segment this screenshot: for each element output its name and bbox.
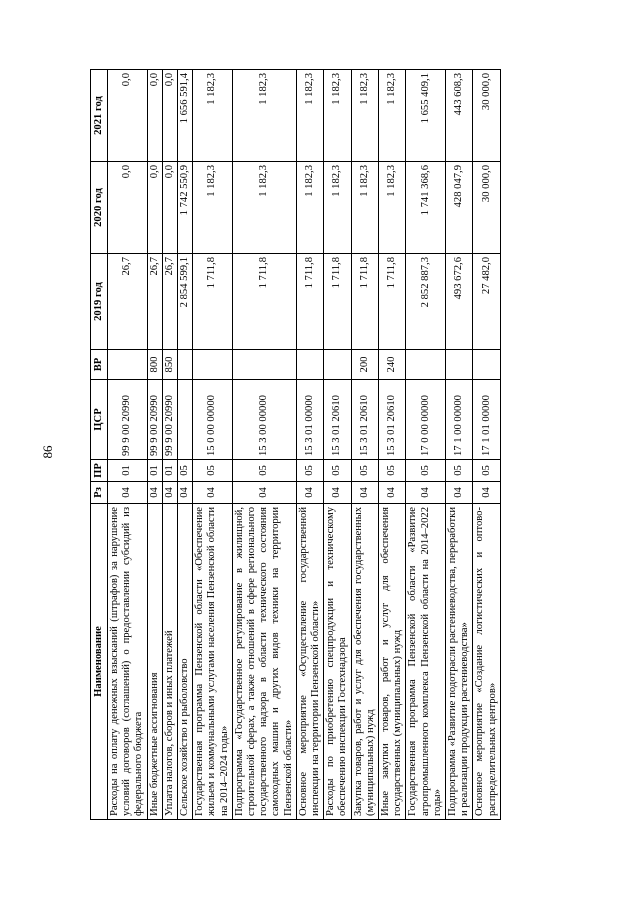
table-header-row	[91, 70, 108, 820]
row-pr: 05	[351, 460, 378, 482]
table-row	[324, 70, 351, 820]
row-name: Закупка товаров, работ и услуг для обеспечения государственных (муниципальных) нужд	[351, 504, 378, 820]
row-pr: 05	[406, 460, 446, 482]
row-vr	[193, 350, 233, 380]
row-pr: 05	[193, 460, 233, 482]
row-2019: 1 711,8	[324, 254, 351, 350]
row-name: Сельское хозяйство и рыболовство	[178, 504, 193, 820]
row-csr	[178, 380, 193, 460]
table-row	[232, 70, 296, 820]
row-2019: 1 711,8	[351, 254, 378, 350]
rotated-table-container	[90, 70, 535, 820]
table-row	[147, 70, 162, 820]
row-name: Уплата налогов, сборов и иных платежей	[162, 504, 177, 820]
row-csr: 15 3 01 20610	[324, 380, 351, 460]
row-csr: 99 9 00 20990	[108, 380, 148, 460]
row-2019: 27 482,0	[473, 254, 500, 350]
header-name: Наименование	[91, 504, 108, 820]
row-2019: 2 854 599,1	[178, 254, 193, 350]
row-2019: 2 852 887,3	[406, 254, 446, 350]
row-csr: 15 3 00 00000	[232, 380, 296, 460]
row-rz: 04	[351, 482, 378, 504]
header-vr: ВР	[91, 350, 108, 380]
table-row	[379, 70, 406, 820]
row-rz: 04	[108, 482, 148, 504]
row-2020: 1 741 368,6	[406, 162, 446, 254]
budget-table	[90, 69, 501, 820]
row-rz: 04	[147, 482, 162, 504]
row-2020: 30 000,0	[473, 162, 500, 254]
row-csr: 15 3 01 00000	[296, 380, 323, 460]
row-name: Основное мероприятие «Осуществление государственной инспекции на территории Пензенской области»	[296, 504, 323, 820]
row-pr: 05	[473, 460, 500, 482]
row-2020: 1 182,3	[351, 162, 378, 254]
row-vr	[178, 350, 193, 380]
row-2020: 1 182,3	[193, 162, 233, 254]
page-number: 86	[40, 445, 55, 459]
table-row	[406, 70, 446, 820]
row-rz: 04	[193, 482, 233, 504]
row-name: Расходы на оплату денежных взысканий (штрафов) за нарушение условий договоров (соглашений) о предоставлении субсидий из федерального бюджета	[108, 504, 148, 820]
row-vr: 800	[147, 350, 162, 380]
row-csr: 17 1 01 00000	[473, 380, 500, 460]
row-2019: 493 672,6	[446, 254, 473, 350]
row-2021: 1 182,3	[193, 70, 233, 162]
row-2020: 0,0	[108, 162, 148, 254]
row-2021: 1 182,3	[351, 70, 378, 162]
row-pr: 05	[324, 460, 351, 482]
row-2019: 26,7	[147, 254, 162, 350]
row-2020: 1 182,3	[324, 162, 351, 254]
row-vr	[324, 350, 351, 380]
row-name: Иные закупки товаров, работ и услуг для обеспечения государственных (муниципальных) нужд	[379, 504, 406, 820]
row-rz: 04	[379, 482, 406, 504]
row-rz: 04	[162, 482, 177, 504]
row-rz: 04	[232, 482, 296, 504]
table-row	[473, 70, 500, 820]
row-csr: 15 3 01 20610	[351, 380, 378, 460]
row-vr: 850	[162, 350, 177, 380]
row-2021: 1 182,3	[232, 70, 296, 162]
header-pr: ПР	[91, 460, 108, 482]
row-pr: 05	[296, 460, 323, 482]
row-rz: 04	[324, 482, 351, 504]
header-rz: Рз	[91, 482, 108, 504]
row-pr: 01	[108, 460, 148, 482]
table-row	[351, 70, 378, 820]
table-row	[108, 70, 148, 820]
row-2021: 1 182,3	[296, 70, 323, 162]
row-2020: 1 742 550,9	[178, 162, 193, 254]
row-pr: 05	[379, 460, 406, 482]
row-2021: 30 000,0	[473, 70, 500, 162]
row-2021: 443 608,3	[446, 70, 473, 162]
row-2020: 1 182,3	[379, 162, 406, 254]
row-csr: 15 0 00 00000	[193, 380, 233, 460]
row-2021: 0,0	[108, 70, 148, 162]
row-2019: 26,7	[108, 254, 148, 350]
table-row	[193, 70, 233, 820]
header-csr: ЦСР	[91, 380, 108, 460]
header-2021: 2021 год	[91, 70, 108, 162]
row-name: Подпрограмма «Государственное регулирование в жилищной, строительной сферах, а также отношений в сфере регионального государственного надзора в области технического состояния самоходных машин и других видов техники на территории Пензенской области»	[232, 504, 296, 820]
row-name: Расходы по приобретению спецпродукции и техническому обеспечению инспекции Гостехнадзора	[324, 504, 351, 820]
row-2020: 0,0	[147, 162, 162, 254]
row-pr: 01	[147, 460, 162, 482]
row-rz: 04	[446, 482, 473, 504]
row-rz: 04	[178, 482, 193, 504]
row-2020: 0,0	[162, 162, 177, 254]
row-pr: 05	[178, 460, 193, 482]
row-2019: 1 711,8	[379, 254, 406, 350]
row-name: Государственная программа Пензенской области «Развитие агропромышленного комплекса Пензенской области на 2014–2022 годы»	[406, 504, 446, 820]
row-csr: 17 0 00 00000	[406, 380, 446, 460]
row-2020: 1 182,3	[296, 162, 323, 254]
row-pr: 05	[232, 460, 296, 482]
row-vr: 240	[379, 350, 406, 380]
header-2020: 2020 год	[91, 162, 108, 254]
row-2021: 0,0	[147, 70, 162, 162]
row-2020: 428 047,9	[446, 162, 473, 254]
row-2020: 1 182,3	[232, 162, 296, 254]
row-2021: 1 656 591,4	[178, 70, 193, 162]
row-csr: 15 3 01 20610	[379, 380, 406, 460]
row-name: Государственная программа Пензенской области «Обеспечение жильем и коммунальными услугами населения Пензенской области на 2014–2024 годы»	[193, 504, 233, 820]
table-row	[178, 70, 193, 820]
row-vr	[108, 350, 148, 380]
row-2021: 1 182,3	[324, 70, 351, 162]
row-2019: 1 711,8	[232, 254, 296, 350]
row-pr: 01	[162, 460, 177, 482]
table-row	[162, 70, 177, 820]
row-name: Иные бюджетные ассигнования	[147, 504, 162, 820]
row-vr	[296, 350, 323, 380]
row-csr: 99 9 00 20990	[162, 380, 177, 460]
row-vr: 200	[351, 350, 378, 380]
row-2021: 1 655 409,1	[406, 70, 446, 162]
row-2021: 0,0	[162, 70, 177, 162]
row-csr: 17 1 00 00000	[446, 380, 473, 460]
table-row	[446, 70, 473, 820]
table-row	[296, 70, 323, 820]
row-rz: 04	[296, 482, 323, 504]
row-vr	[232, 350, 296, 380]
row-name: Основное мероприятие «Создание логистических и оптово-распределительных центров»	[473, 504, 500, 820]
row-vr	[446, 350, 473, 380]
row-2019: 1 711,8	[296, 254, 323, 350]
row-vr	[406, 350, 446, 380]
row-name: Подпрограмма «Развитие подотрасли растениеводства, переработки и реализации продукции растениеводства»	[446, 504, 473, 820]
row-csr: 99 9 00 20990	[147, 380, 162, 460]
row-2021: 1 182,3	[379, 70, 406, 162]
row-rz: 04	[406, 482, 446, 504]
row-pr: 05	[446, 460, 473, 482]
row-rz: 04	[473, 482, 500, 504]
row-2019: 26,7	[162, 254, 177, 350]
row-2019: 1 711,8	[193, 254, 233, 350]
header-2019: 2019 год	[91, 254, 108, 350]
row-vr	[473, 350, 500, 380]
